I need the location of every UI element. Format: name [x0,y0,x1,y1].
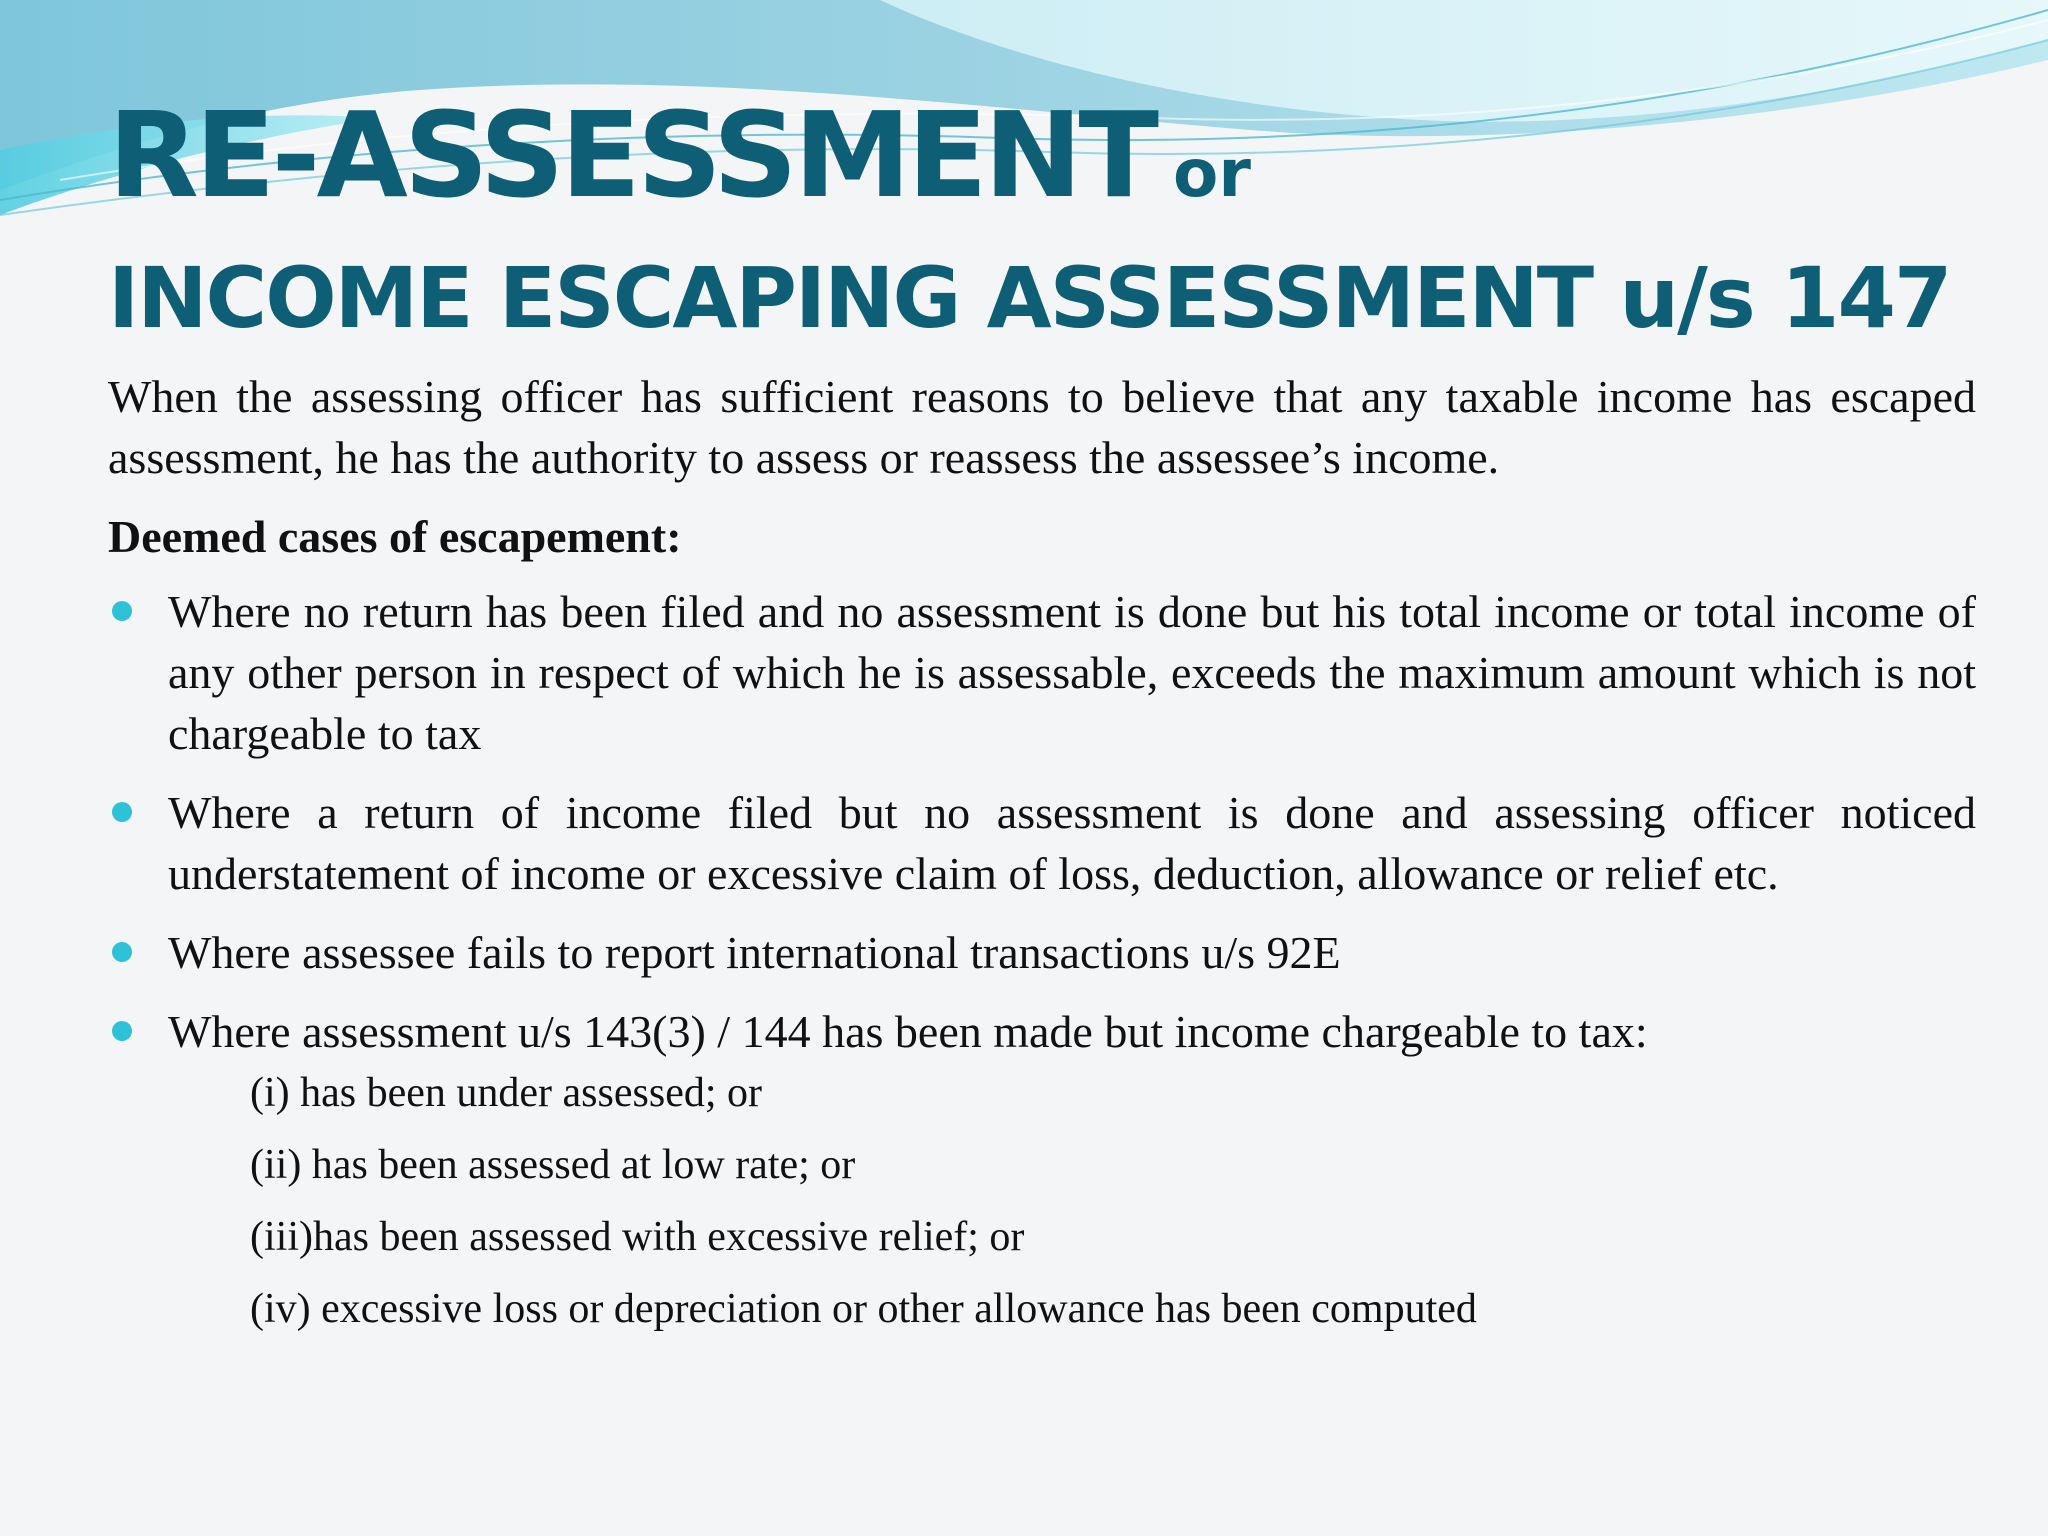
bullet-dot-icon [112,942,132,962]
bullet-text: Where no return has been filed and no assessment is done but his total income or total income of any other person in respect of which he is assessable, exceeds the maximum amount which is not chargeable to tax [168,586,1976,759]
bullet-dot-icon [112,802,132,822]
list-item [108,922,1976,983]
slide-body [108,366,1976,1356]
list-item [108,782,1976,904]
bullet-list [108,581,1976,1334]
bullet-text: Where assessee fails to report international transactions u/s 92E [168,927,1341,978]
bullet-dot-icon [112,1021,132,1041]
sub-item: (ii) has been assessed at low rate; or [250,1142,856,1188]
title-main: RE-ASSESSMENT [108,86,1155,224]
intro-paragraph: When the assessing officer has sufficient reasons to believe that any taxable income has escaped assessment, he has the authority to assess or reassess the assessee’s income. [108,371,1976,483]
sub-item: (iii)has been assessed with excessive relief; or [250,1214,1025,1260]
title-suffix: or [1173,135,1251,212]
sub-item: (iv) excessive loss or depreciation or other allowance has been computed [250,1286,1477,1332]
list-item [108,1001,1976,1334]
bullet-text: Where a return of income filed but no assessment is done and assessing officer noticed understatement of income or excessive claim of loss, deduction, allowance or relief etc. [168,787,1976,899]
list-item [108,581,1976,764]
bullet-text: Where assessment u/s 143(3) / 144 has been made but income chargeable to tax: [168,1006,1648,1057]
slide-title-line-2: INCOME ESCAPING ASSESSMENT u/s 147 [108,249,1951,347]
sub-item: (i) has been under assessed; or [250,1070,762,1116]
sub-item-list [168,1068,1976,1334]
section-subheading: Deemed cases of escapement: [108,511,682,562]
bullet-dot-icon [112,601,132,621]
slide-title-line-1 [108,86,1251,224]
